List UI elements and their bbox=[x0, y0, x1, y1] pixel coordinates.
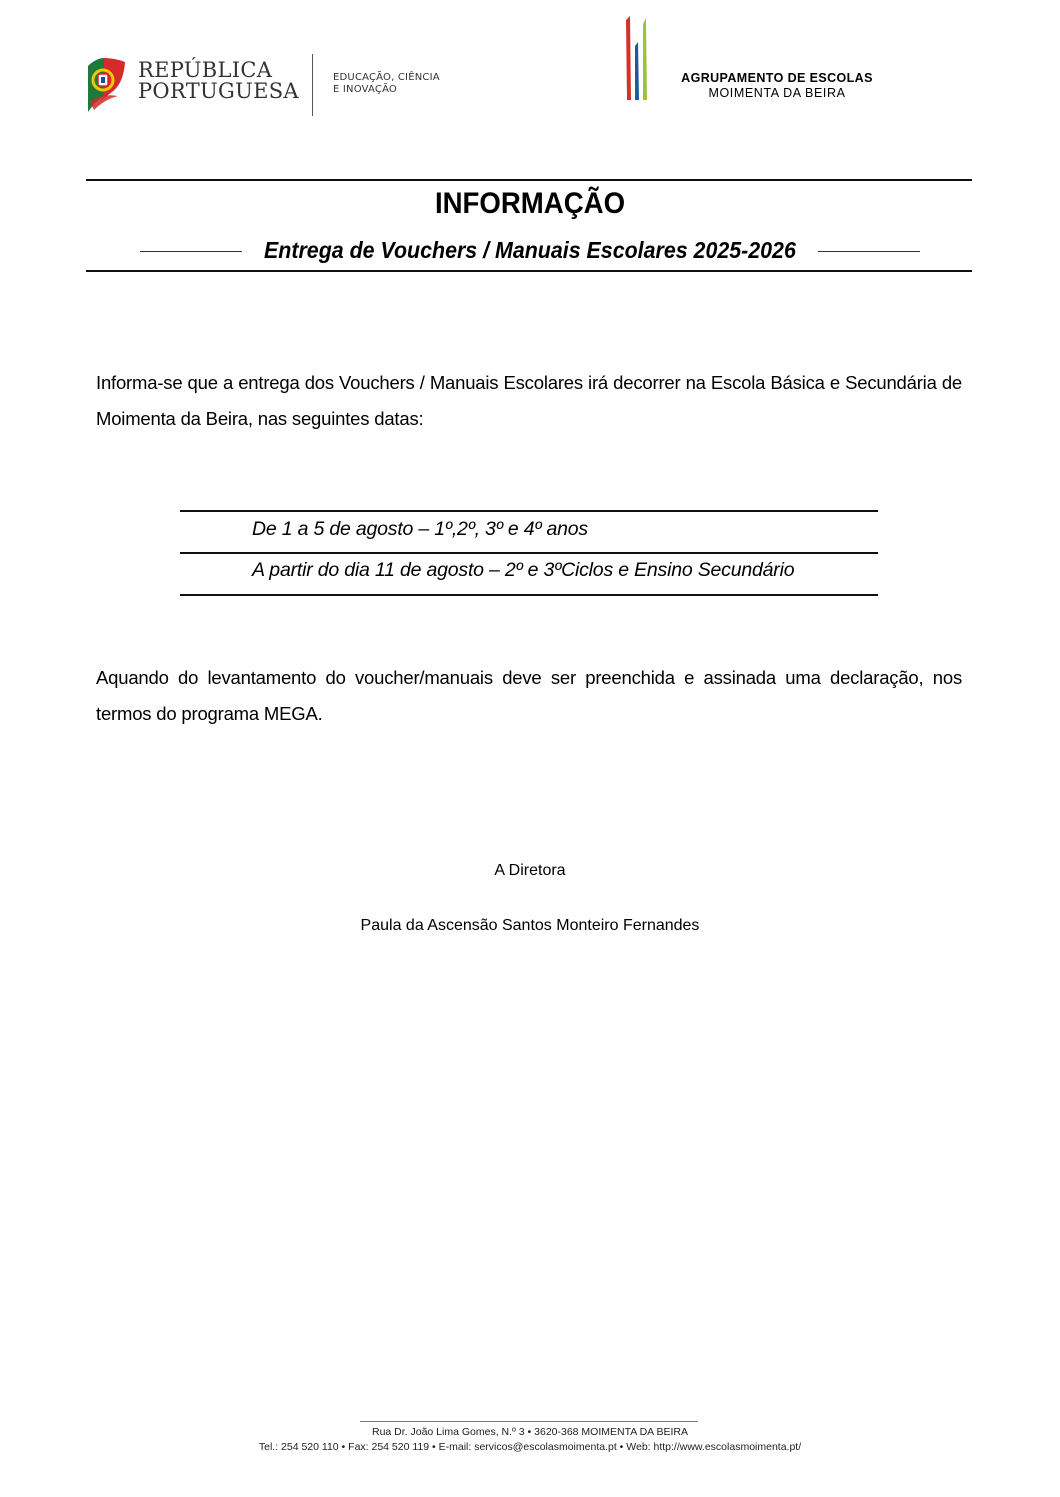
school-group-name bbox=[652, 71, 902, 101]
subtitle-left-dash bbox=[140, 251, 242, 252]
portuguese-republic-emblem-icon bbox=[84, 56, 126, 114]
document-subtitle: Entrega de Vouchers / Manuais Escolares 2025-2026 bbox=[264, 237, 796, 263]
signature-name: Paula da Ascensão Santos Monteiro Fernandes bbox=[360, 917, 700, 934]
school-group-stripes-icon bbox=[622, 14, 654, 102]
republica-line: REPÚBLICA bbox=[138, 58, 273, 82]
header-divider bbox=[312, 54, 313, 116]
signature-role: A Diretora bbox=[494, 862, 566, 879]
footer-address: Rua Dr. João Lima Gomes, N.º 3 • 3620-368 MOIMENTA DA BEIRA bbox=[371, 1426, 689, 1438]
ministry-line-1: EDUCAÇÃO, CIÊNCIA bbox=[333, 72, 440, 83]
footer-rule bbox=[360, 1421, 698, 1422]
document-title: INFORMAÇÃO bbox=[434, 187, 626, 220]
republica-portuguesa-wordmark bbox=[138, 60, 299, 102]
dates-table-rule-bottom bbox=[180, 594, 878, 596]
subtitle-right-dash bbox=[818, 251, 920, 252]
intro-paragraph: Informa-se que a entrega dos Vouchers / Manuais Escolares irá decorrer na Escola Básica e Secundária de Moimenta da Beira, nas seguintes datas: bbox=[96, 372, 962, 429]
subtitle-row bbox=[0, 236, 1060, 264]
footer-contacts: Tel.: 254 520 110 • Fax: 254 520 119 • E-mail: servicos@escolasmoimenta.pt • Web: http://www.escolasmoimenta.pt/ bbox=[258, 1441, 802, 1453]
title-bottom-rule bbox=[86, 270, 972, 272]
school-group-line-1: AGRUPAMENTO DE ESCOLAS bbox=[681, 71, 873, 85]
date-row: De 1 a 5 de agosto – 1º,2º, 3º e 4º anos bbox=[252, 518, 588, 540]
declaration-paragraph: Aquando do levantamento do voucher/manuais deve ser preenchida e assinada uma declaração, nos termos do programa MEGA. bbox=[96, 667, 962, 724]
date-row: A partir do dia 11 de agosto – 2º e 3ºCiclos e Ensino Secundário bbox=[252, 559, 795, 581]
dates-table-rule-top bbox=[180, 510, 878, 512]
dates-table-rule-middle bbox=[180, 552, 878, 554]
school-group-line-2: MOIMENTA DA BEIRA bbox=[708, 86, 846, 100]
portuguesa-line: PORTUGUESA bbox=[138, 79, 299, 103]
ministry-line-2: E INOVAÇÃO bbox=[333, 84, 398, 95]
ministry-name bbox=[333, 72, 440, 96]
title-top-rule bbox=[86, 179, 972, 181]
